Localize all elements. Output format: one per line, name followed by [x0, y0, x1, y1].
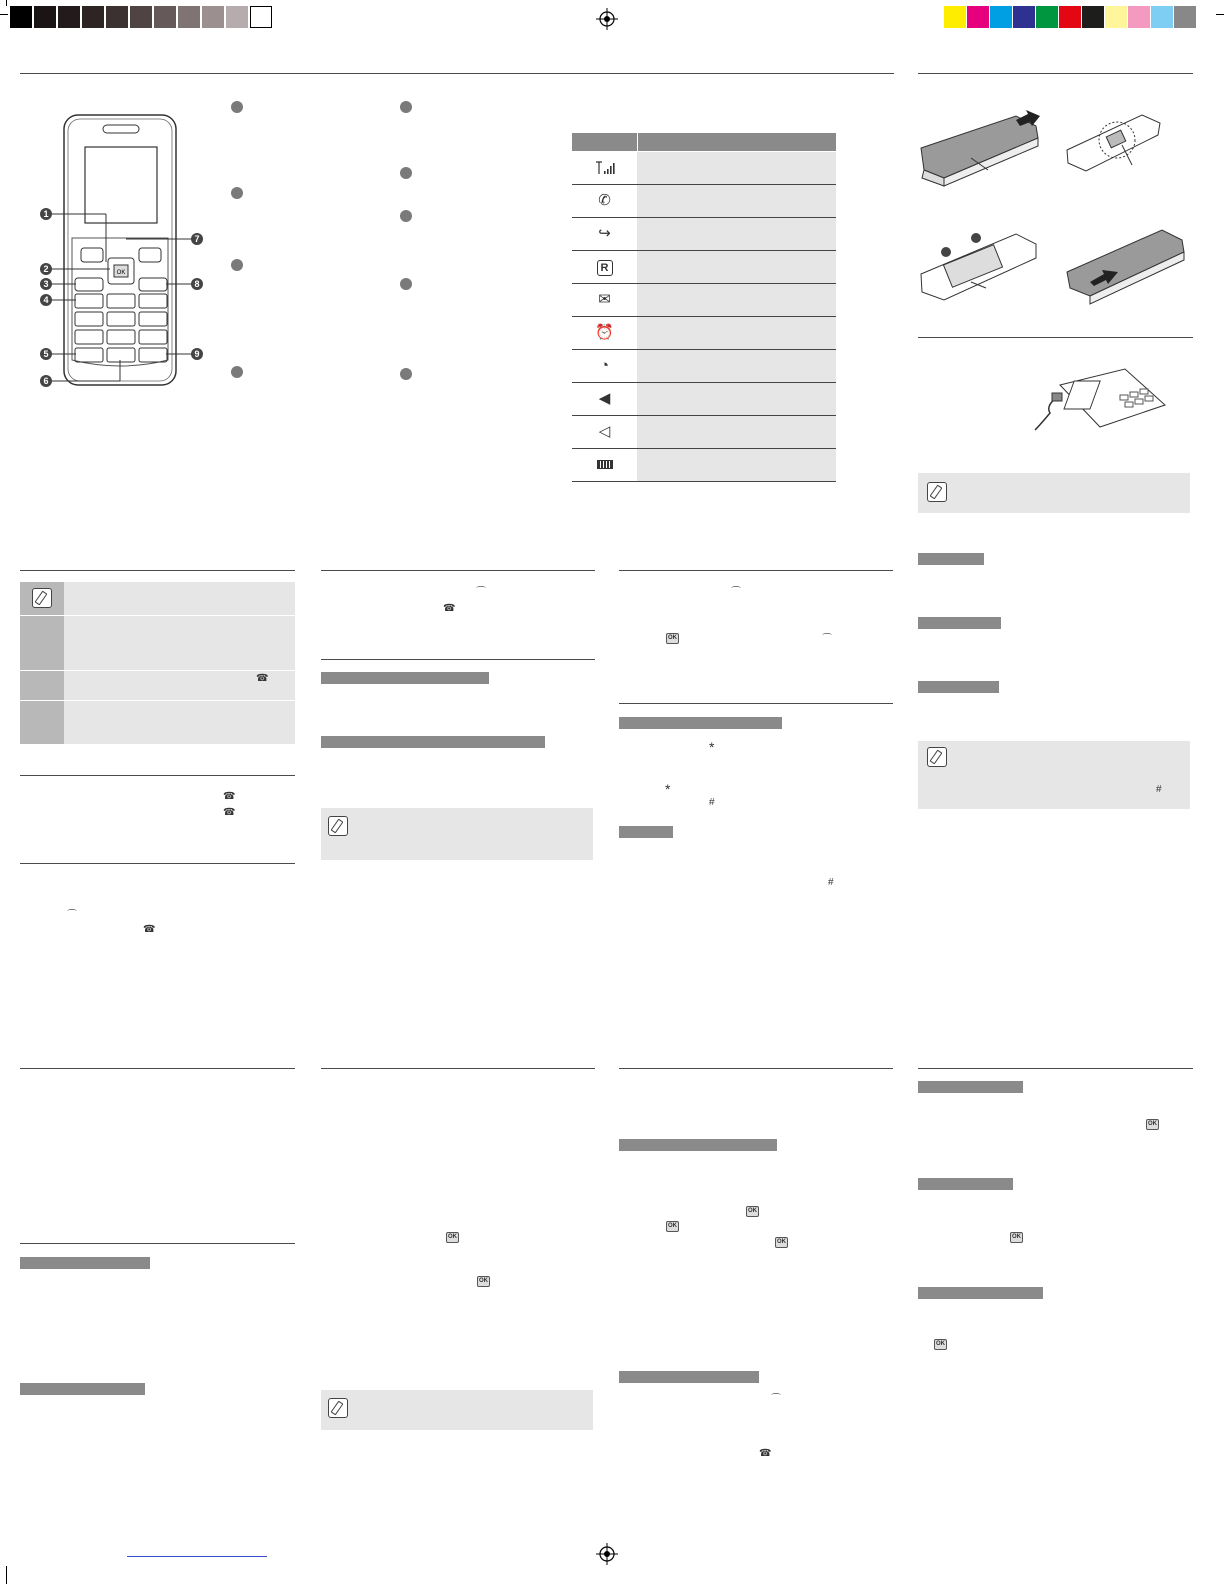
- callout-1: 1: [40, 208, 52, 220]
- ok-key-icon: OK: [775, 1237, 788, 1248]
- section-heading-bar: [918, 1081, 1023, 1093]
- section-heading-bar: [918, 681, 999, 693]
- silent-icon: ◁: [598, 423, 611, 440]
- section-heading-bar: [619, 826, 673, 838]
- table-row: [572, 185, 836, 218]
- section-rule: [20, 1243, 295, 1244]
- table-row: [572, 152, 836, 185]
- color-bar-left: [10, 0, 272, 30]
- table-row: [572, 383, 836, 416]
- note-pencil-icon: [32, 588, 52, 608]
- end-key-icon: ☎: [759, 1448, 772, 1459]
- section-heading-bar: [918, 1287, 1043, 1299]
- description-bullet: [400, 167, 412, 179]
- section-heading-bar: [619, 1371, 759, 1383]
- section-rule: [619, 1068, 893, 1069]
- signal-strength-icon: [572, 152, 637, 184]
- section-heading-bar: [619, 1139, 777, 1151]
- end-key-icon: ☎: [223, 807, 236, 818]
- speaker-on-icon: ◀: [598, 390, 611, 407]
- registration-mark-icon: [596, 8, 618, 30]
- section-rule: [321, 1068, 595, 1069]
- section-rule: [918, 337, 1193, 338]
- call-key-icon: ⌒: [731, 587, 741, 598]
- hash-key-icon: #: [709, 797, 715, 808]
- end-key-icon: ☎: [256, 673, 269, 684]
- registration-mark-icon: [596, 1543, 618, 1565]
- ok-key-icon: OK: [1010, 1232, 1023, 1243]
- section-heading-bar: [321, 736, 545, 748]
- callout-4: 4: [40, 294, 52, 306]
- crop-mark: [6, 1566, 7, 1584]
- description-bullet: [400, 278, 412, 290]
- ok-key-icon: OK: [666, 633, 679, 644]
- call-key-icon: ⌒: [822, 634, 832, 645]
- end-key-icon: ☎: [223, 791, 236, 802]
- insert-sim-illustration: [1062, 105, 1172, 180]
- description-bullet: [231, 101, 243, 113]
- section-rule: [619, 703, 893, 704]
- call-diverting-icon: ↪: [598, 225, 611, 242]
- callout-6: 6: [40, 375, 52, 387]
- call-in-progress-icon: ✆: [598, 192, 611, 209]
- description-bullet: [400, 368, 412, 380]
- call-key-icon: ⌒: [67, 910, 77, 921]
- section-rule: [20, 863, 295, 864]
- bottom-link-line: [127, 1556, 267, 1557]
- section-heading-bar: [321, 672, 489, 684]
- crop-mark: [0, 14, 8, 15]
- section-heading-bar: [918, 553, 984, 565]
- section-heading-bar: [20, 1383, 145, 1395]
- callout-5: 5: [40, 348, 52, 360]
- table-row: [572, 350, 836, 383]
- note-box: [321, 808, 593, 860]
- ok-key-icon: OK: [666, 1221, 679, 1232]
- table-row: [572, 218, 836, 251]
- note-pencil-icon: [328, 816, 348, 836]
- new-message-icon: ✉: [598, 291, 611, 308]
- crop-mark: [1216, 14, 1224, 15]
- section-rule: [619, 570, 893, 571]
- remove-cover-illustration: [916, 108, 1046, 188]
- note-box: [918, 473, 1190, 513]
- section-rule: [918, 73, 1193, 74]
- section-rule: [20, 570, 295, 571]
- section-heading-bar: [619, 717, 782, 729]
- ok-key-icon: OK: [934, 1339, 947, 1350]
- table-row: [572, 416, 836, 449]
- hash-key-icon: #: [1156, 784, 1162, 795]
- alarm-icon: ⏰: [595, 324, 614, 341]
- note-pencil-icon: [328, 1398, 348, 1418]
- ok-key-icon: OK: [746, 1206, 759, 1217]
- section-heading-bar: [20, 1257, 150, 1269]
- section-rule: [321, 570, 595, 571]
- caution-table: [20, 582, 295, 744]
- note-box: [321, 1390, 593, 1430]
- note-pencil-icon: [927, 747, 947, 767]
- note-pencil-icon: [927, 482, 947, 502]
- table-row: [572, 317, 836, 350]
- ok-key-icon: OK: [1146, 1119, 1159, 1130]
- description-bullet: [231, 366, 243, 378]
- table-row: [572, 251, 836, 284]
- section-rule: [918, 1068, 1193, 1069]
- star-key-icon: *: [665, 781, 671, 797]
- section-rule: [20, 775, 295, 776]
- table-row: [572, 284, 836, 317]
- call-key-icon: ⌒: [771, 1394, 781, 1405]
- clock-icon: ◔: [599, 357, 610, 374]
- end-key-icon: ☎: [443, 603, 456, 614]
- color-bar-right: [944, 0, 1206, 30]
- phone-layout-illustration: [30, 110, 210, 390]
- description-bullet: [400, 210, 412, 222]
- hash-key-icon: #: [828, 877, 834, 888]
- charging-illustration: [1030, 365, 1170, 437]
- end-key-icon: ☎: [143, 924, 156, 935]
- ok-key-icon: OK: [446, 1232, 459, 1243]
- description-bullet: [231, 259, 243, 271]
- section-heading-bar: [918, 1178, 1013, 1190]
- close-cover-illustration: [1062, 222, 1192, 307]
- roaming-icon: R: [572, 251, 637, 283]
- star-key-icon: *: [709, 739, 715, 755]
- callout-8: 8: [191, 278, 203, 290]
- section-rule: [321, 659, 595, 660]
- section-rule: [20, 73, 894, 74]
- svg-text:OK: OK: [116, 270, 126, 276]
- ok-key-icon: OK: [477, 1276, 490, 1287]
- icon-table-header: [572, 133, 836, 151]
- callout-9: 9: [191, 348, 203, 360]
- callout-2: 2: [40, 263, 52, 275]
- crop-mark: [6, 0, 7, 6]
- section-rule: [20, 1068, 295, 1069]
- battery-level-icon: [572, 449, 637, 481]
- call-key-icon: ⌒: [476, 587, 486, 598]
- callout-7: 7: [191, 233, 203, 245]
- description-bullet: [231, 187, 243, 199]
- note-box: [918, 741, 1190, 809]
- section-heading-bar: [918, 617, 1001, 629]
- table-row: [572, 449, 836, 482]
- insert-battery-illustration: [916, 222, 1046, 307]
- callout-3: 3: [40, 278, 52, 290]
- description-bullet: [400, 101, 412, 113]
